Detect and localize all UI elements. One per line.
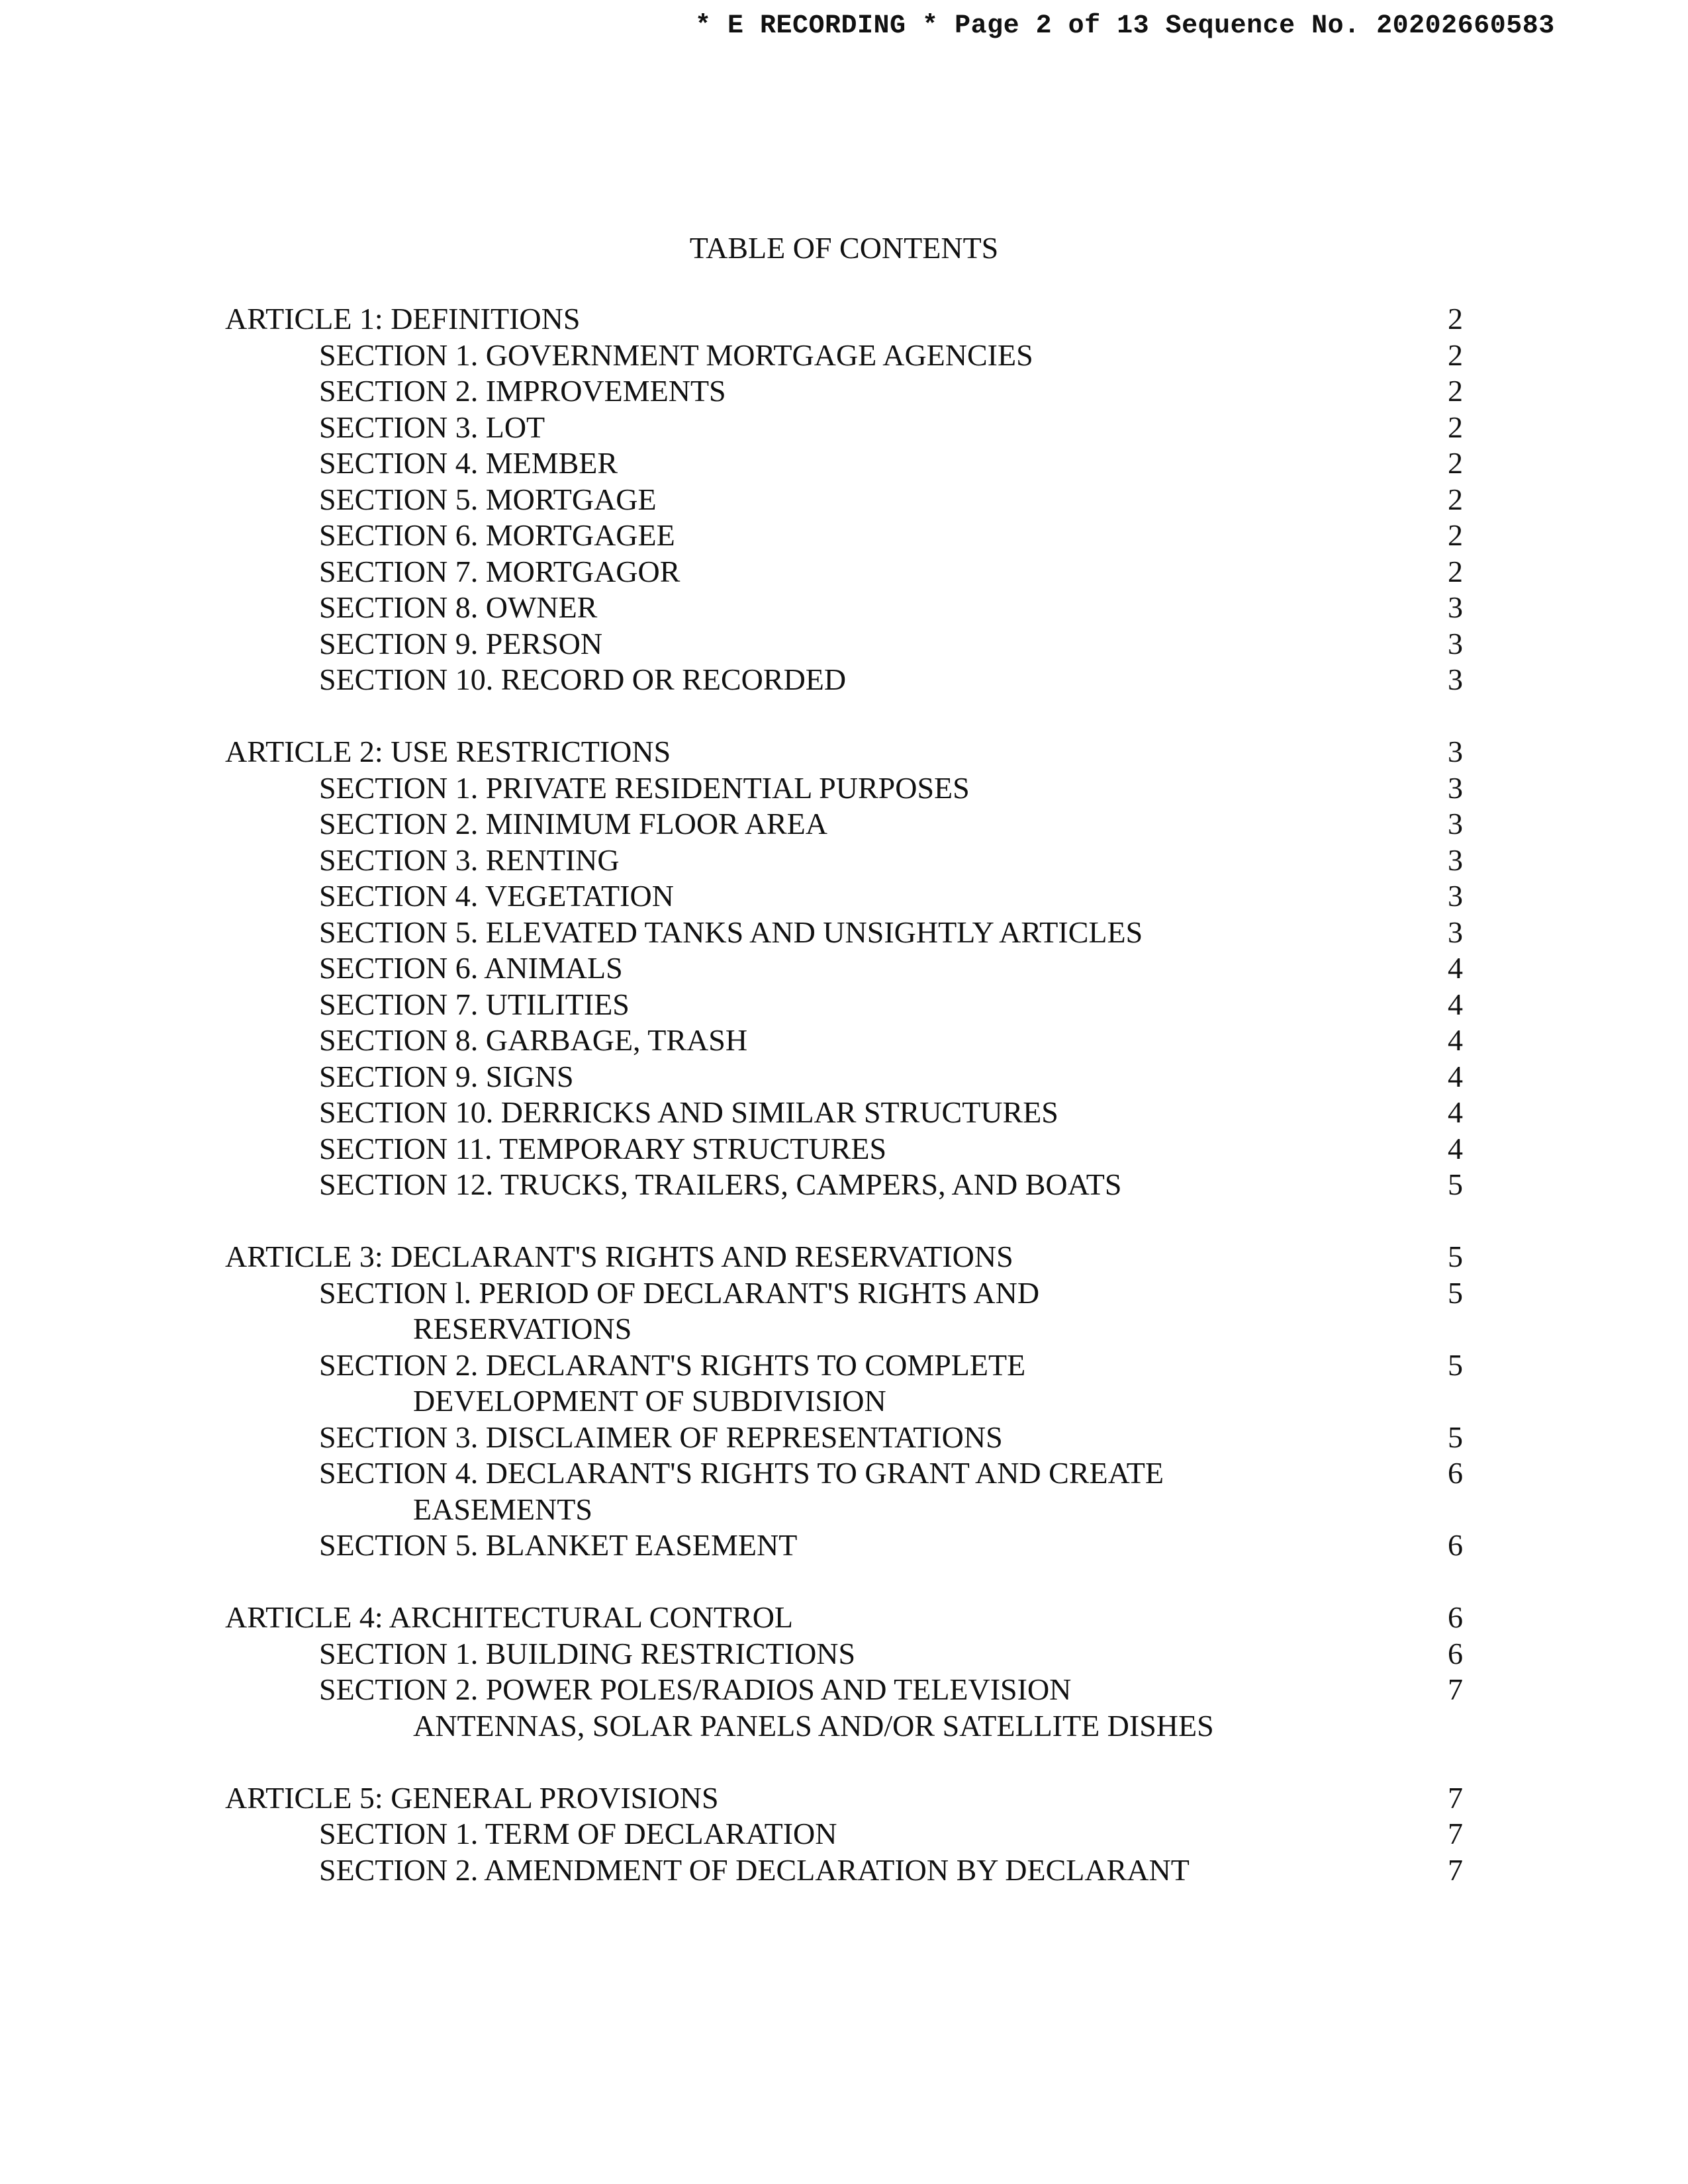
section-label (319, 1023, 747, 1059)
section-row (225, 915, 1463, 951)
section-row (225, 878, 1463, 915)
section-label (319, 1816, 837, 1852)
article-title: ARTICLE 3: DECLARANT'S RIGHTS AND RESERVATIONS (225, 1240, 1013, 1273)
section-title: SECTION 4. DECLARANT'S RIGHTS TO GRANT AND CREATE (319, 1456, 1164, 1490)
section-label (319, 338, 1033, 374)
section-row (225, 1059, 1463, 1095)
section-row (225, 626, 1463, 662)
section-page-number: 3 (1448, 807, 1463, 841)
section-page-number: 2 (1448, 374, 1463, 408)
section-page-number: 3 (1448, 842, 1463, 877)
section-title: SECTION 11. TEMPORARY STRUCTURES (319, 1131, 887, 1165)
section-row (225, 1131, 1463, 1167)
article-title: ARTICLE 5: GENERAL PROVISIONS (225, 1780, 719, 1815)
section-row (225, 1420, 1463, 1456)
section-label (319, 482, 657, 518)
section-title: SECTION 5. BLANKET EASEMENT (319, 1528, 798, 1562)
section-page-number: 4 (1448, 1131, 1463, 1165)
section-label (319, 1095, 1058, 1131)
recording-header: * E RECORDING * Page 2 of 13 Sequence No. 20202660583 (695, 11, 1555, 41)
section-title: SECTION 2. AMENDMENT OF DECLARATION BY DECLARANT (319, 1852, 1190, 1887)
section-page-number: 4 (1448, 1059, 1463, 1093)
section-label (319, 878, 674, 915)
page-title: TABLE OF CONTENTS (689, 231, 999, 265)
article-page-number: 2 (1448, 302, 1463, 336)
section-label (319, 445, 618, 482)
section-title-continuation: DEVELOPMENT OF SUBDIVISION (413, 1384, 886, 1418)
section-row (225, 373, 1463, 410)
section-title: SECTION 7. UTILITIES (319, 987, 630, 1021)
section-page-number: 4 (1448, 987, 1463, 1021)
article-row (225, 301, 1463, 338)
section-page-number: 3 (1448, 626, 1463, 660)
section-row (225, 1672, 1463, 1744)
section-title-continuation: ANTENNAS, SOLAR PANELS AND/OR SATELLITE DISHES (413, 1708, 1214, 1743)
section-title: SECTION 7. MORTGAGOR (319, 554, 680, 588)
article-row (225, 1239, 1463, 1275)
section-title: SECTION 1. BUILDING RESTRICTIONS (319, 1636, 856, 1670)
section-page-number: 3 (1448, 879, 1463, 913)
section-title: SECTION 8. OWNER (319, 590, 598, 624)
section-title: SECTION 6. MORTGAGEE (319, 518, 675, 552)
article-block (225, 1600, 1463, 1744)
section-title-continuation: EASEMENTS (413, 1492, 592, 1526)
section-title: SECTION 1. PRIVATE RESIDENTIAL PURPOSES (319, 770, 970, 805)
section-label (319, 1167, 1121, 1203)
section-row (225, 482, 1463, 518)
section-page-number: 6 (1448, 1456, 1463, 1490)
article-block (225, 734, 1463, 1203)
section-label (319, 1059, 574, 1095)
section-row (225, 590, 1463, 626)
section-row (225, 554, 1463, 590)
article-row (225, 1780, 1463, 1817)
article-title: ARTICLE 4: ARCHITECTURAL CONTROL (225, 1600, 794, 1634)
section-label (319, 1455, 1164, 1527)
section-title: SECTION 12. TRUCKS, TRAILERS, CAMPERS, AND BOATS (319, 1167, 1122, 1201)
section-label (319, 410, 545, 446)
section-page-number: 7 (1448, 1817, 1463, 1850)
section-title: SECTION 10. RECORD OR RECORDED (319, 662, 847, 696)
section-row (225, 806, 1463, 842)
section-label (319, 1672, 1214, 1744)
section-page-number: 2 (1448, 410, 1463, 444)
section-row (225, 1852, 1463, 1889)
section-label (319, 1420, 1003, 1456)
section-title: SECTION 5. ELEVATED TANKS AND UNSIGHTLY ARTICLES (319, 915, 1143, 949)
section-row (225, 1167, 1463, 1203)
section-row (225, 1095, 1463, 1131)
article-page-number: 7 (1448, 1780, 1463, 1815)
section-row (225, 1347, 1463, 1420)
section-row (225, 1636, 1463, 1672)
section-page-number: 3 (1448, 770, 1463, 805)
article-block (225, 1239, 1463, 1564)
section-label (319, 987, 630, 1023)
section-page-number: 4 (1448, 1095, 1463, 1129)
article-title: ARTICLE 1: DEFINITIONS (225, 302, 581, 336)
section-title: SECTION 4. VEGETATION (319, 879, 674, 913)
section-label (319, 373, 726, 410)
section-label (319, 590, 597, 626)
section-title: SECTION 10. DERRICKS AND SIMILAR STRUCTURES (319, 1095, 1058, 1129)
section-page-number: 6 (1448, 1528, 1463, 1562)
section-row (225, 950, 1463, 987)
section-page-number: 2 (1448, 446, 1463, 480)
section-row (225, 1455, 1463, 1527)
table-of-contents (225, 301, 1463, 1925)
section-row (225, 338, 1463, 374)
section-page-number: 4 (1448, 1023, 1463, 1057)
section-page-number: 3 (1448, 662, 1463, 696)
section-page-number: 5 (1448, 1167, 1463, 1201)
section-label (319, 518, 675, 554)
section-page-number: 2 (1448, 554, 1463, 588)
section-row (225, 1816, 1463, 1852)
section-row (225, 770, 1463, 807)
section-label (319, 1852, 1190, 1889)
section-title: SECTION 3. DISCLAIMER OF REPRESENTATIONS (319, 1420, 1003, 1454)
article-block (225, 1780, 1463, 1889)
section-label (319, 806, 827, 842)
section-page-number: 5 (1448, 1275, 1463, 1310)
section-title: SECTION 2. MINIMUM FLOOR AREA (319, 807, 827, 841)
section-label (319, 842, 620, 879)
section-title: SECTION l. PERIOD OF DECLARANT'S RIGHTS AND (319, 1275, 1040, 1310)
section-title: SECTION 3. RENTING (319, 842, 620, 877)
section-label (319, 915, 1143, 951)
section-title: SECTION 3. LOT (319, 410, 545, 444)
section-label (319, 1347, 1025, 1420)
section-title: SECTION 4. MEMBER (319, 446, 618, 480)
section-row (225, 662, 1463, 698)
article-title: ARTICLE 2: USE RESTRICTIONS (225, 735, 671, 768)
section-label (319, 662, 846, 698)
section-row (225, 410, 1463, 446)
article-row (225, 734, 1463, 770)
section-page-number: 2 (1448, 338, 1463, 372)
section-row (225, 1527, 1463, 1564)
section-label (319, 554, 680, 590)
section-page-number: 5 (1448, 1347, 1463, 1382)
section-row (225, 445, 1463, 482)
section-page-number: 7 (1448, 1672, 1463, 1706)
section-row (225, 1023, 1463, 1059)
section-label (319, 1527, 797, 1564)
article-block (225, 301, 1463, 698)
section-label (319, 770, 970, 807)
section-page-number: 2 (1448, 482, 1463, 516)
section-title: SECTION 5. MORTGAGE (319, 482, 657, 516)
section-page-number: 5 (1448, 1420, 1463, 1454)
section-title: SECTION 2. IMPROVEMENTS (319, 374, 726, 408)
section-page-number: 3 (1448, 590, 1463, 624)
article-page-number: 5 (1448, 1240, 1463, 1273)
section-row (225, 842, 1463, 879)
section-title: SECTION 9. SIGNS (319, 1059, 574, 1093)
section-page-number: 2 (1448, 518, 1463, 552)
section-title: SECTION 9. PERSON (319, 626, 603, 660)
section-page-number: 7 (1448, 1852, 1463, 1887)
section-page-number: 4 (1448, 951, 1463, 985)
section-page-number: 6 (1448, 1636, 1463, 1670)
section-label (319, 1275, 1039, 1347)
section-title: SECTION 2. POWER POLES/RADIOS AND TELEVISION (319, 1672, 1072, 1706)
section-row (225, 987, 1463, 1023)
article-page-number: 3 (1448, 735, 1463, 768)
section-label (319, 1636, 855, 1672)
section-title: SECTION 1. GOVERNMENT MORTGAGE AGENCIES (319, 338, 1033, 372)
section-page-number: 3 (1448, 915, 1463, 949)
article-page-number: 6 (1448, 1600, 1463, 1634)
section-label (319, 950, 623, 987)
section-row (225, 518, 1463, 554)
section-title: SECTION 6. ANIMALS (319, 951, 623, 985)
section-label (319, 626, 602, 662)
section-label (319, 1131, 886, 1167)
section-row (225, 1275, 1463, 1347)
section-title-continuation: RESERVATIONS (413, 1312, 632, 1345)
section-title: SECTION 2. DECLARANT'S RIGHTS TO COMPLETE (319, 1347, 1026, 1382)
section-title: SECTION 8. GARBAGE, TRASH (319, 1023, 748, 1057)
section-title: SECTION 1. TERM OF DECLARATION (319, 1817, 837, 1850)
article-row (225, 1600, 1463, 1636)
